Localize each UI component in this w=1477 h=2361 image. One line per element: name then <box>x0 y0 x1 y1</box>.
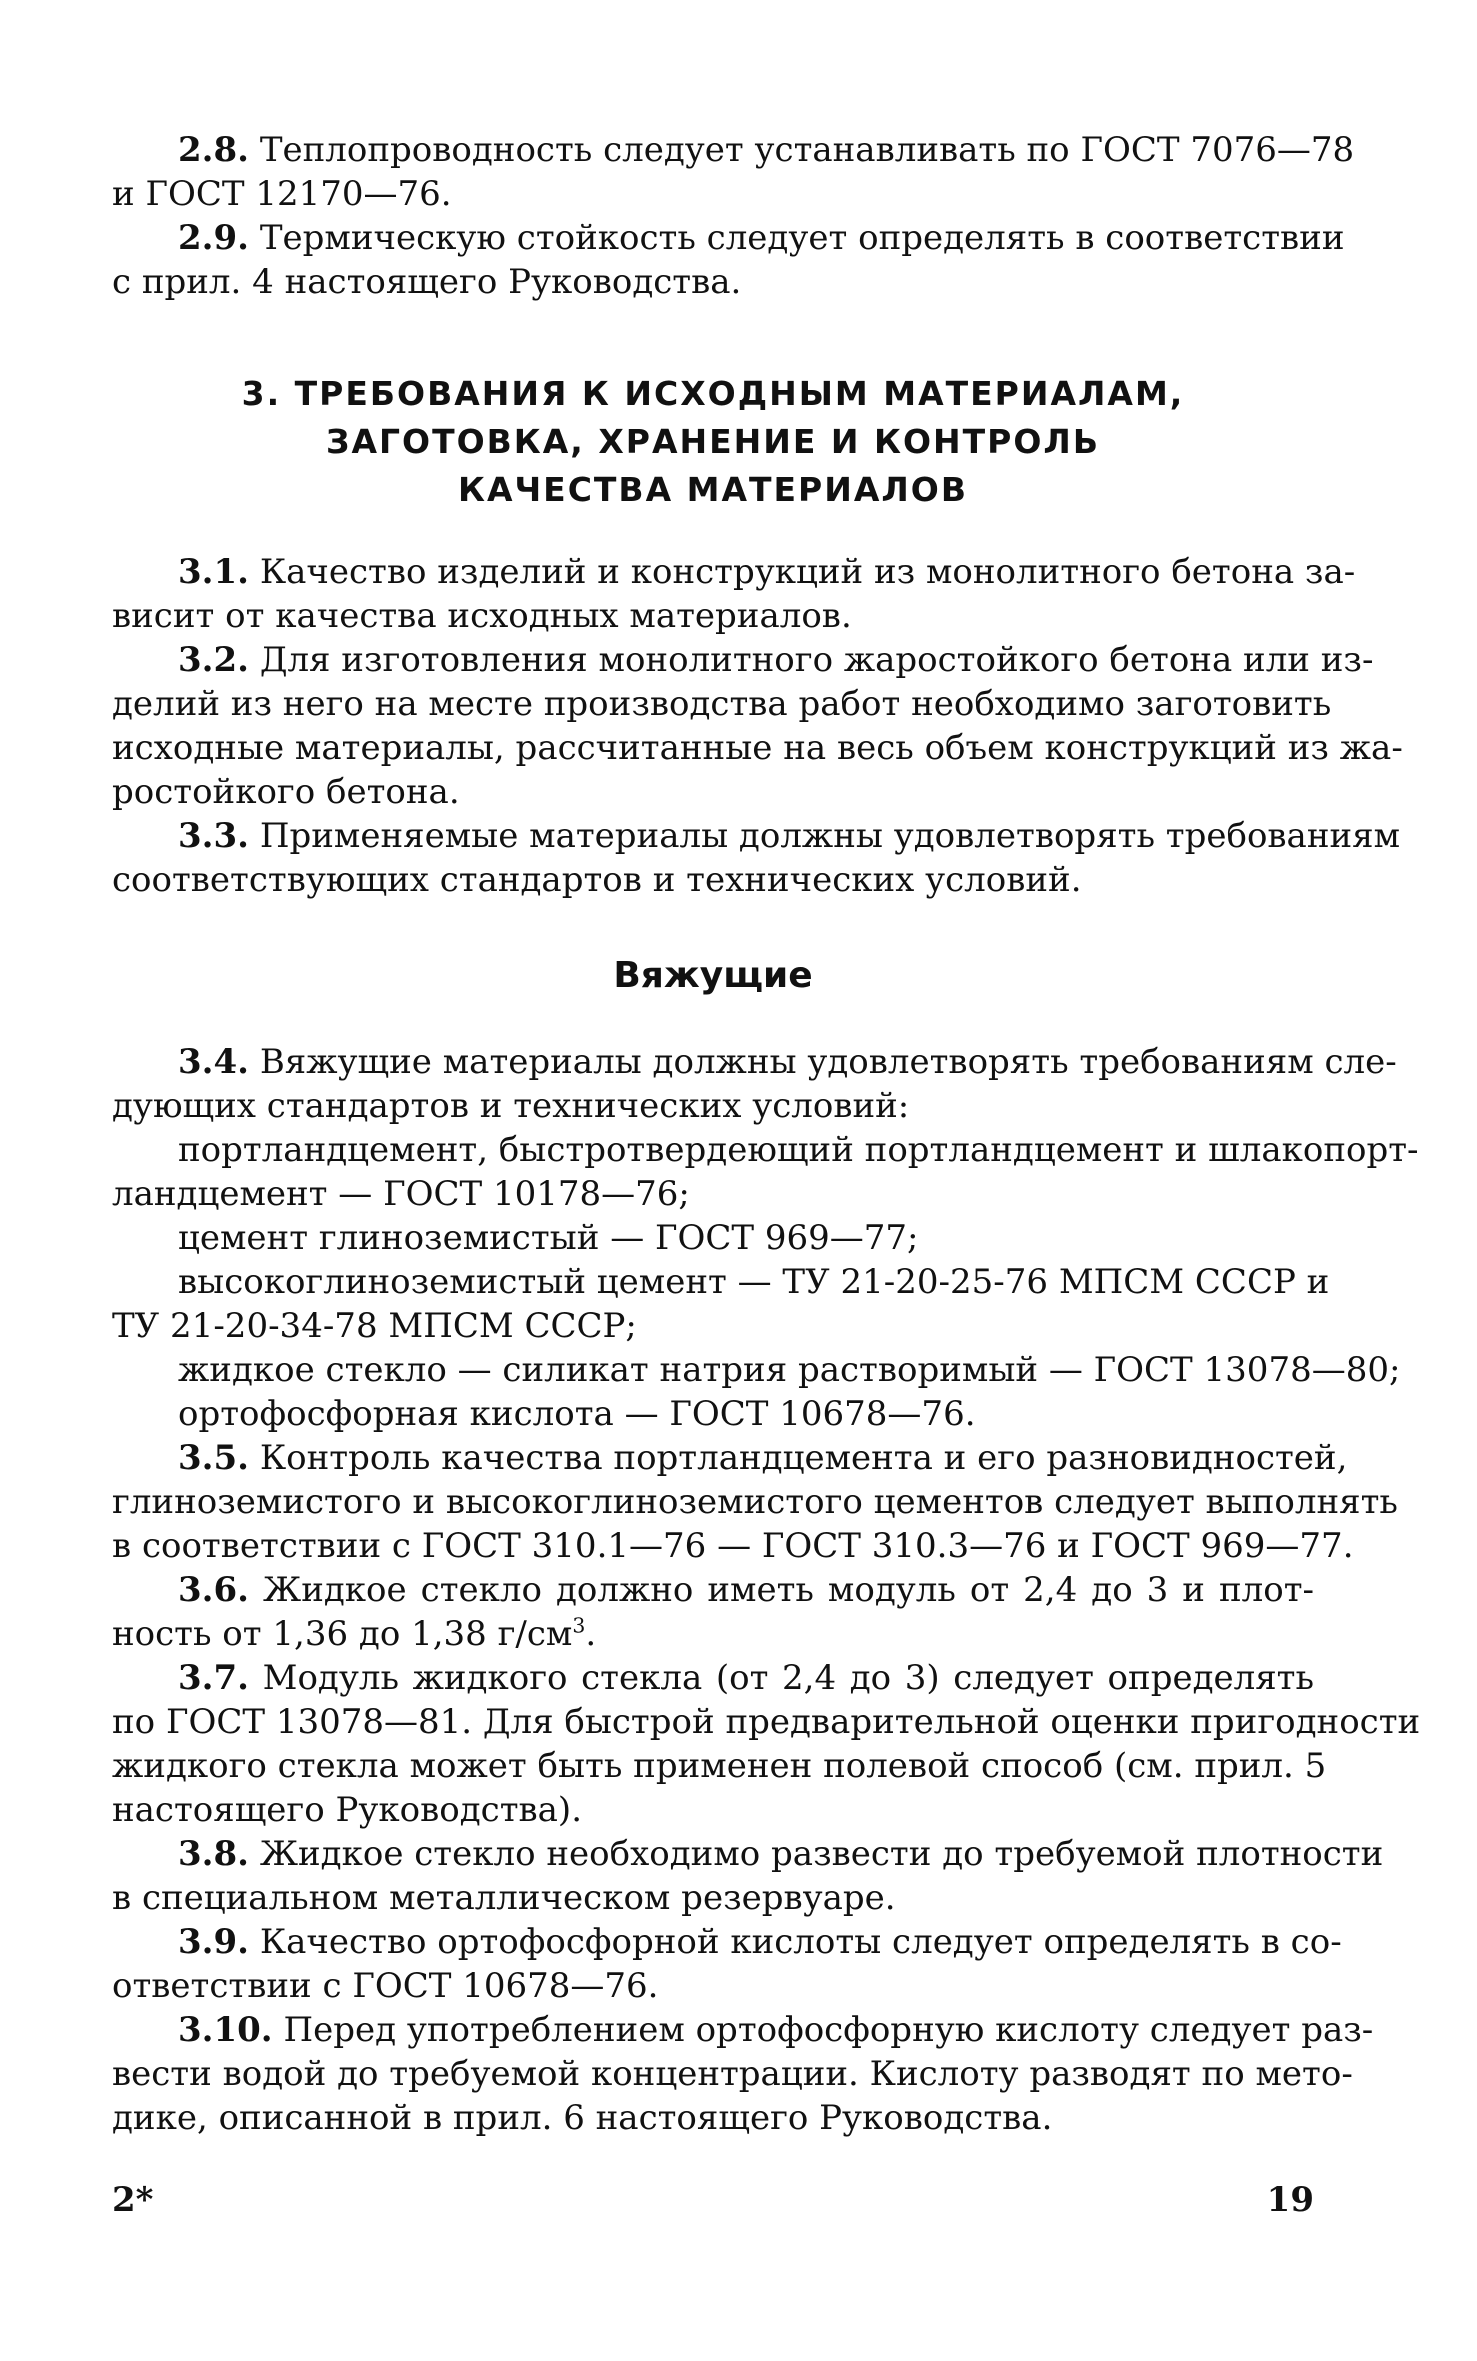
paragraph-text: Качество изделий и конструкций из монолитного бетона за- <box>259 552 1356 592</box>
paragraph-2-9-line-1 <box>178 216 1345 260</box>
paragraph-3-7-line-4: настоящего Руководства). <box>112 1790 583 1830</box>
list-item-1-line-1: портландцемент, быстротвердеющий портландцемент и шлакопорт- <box>178 1130 1419 1170</box>
paragraph-3-10-line-1 <box>178 2008 1374 2052</box>
paragraph-3-3-line-2: соответствующих стандартов и технических условий. <box>112 860 1082 900</box>
paragraph-number: 2.8. <box>178 130 249 170</box>
paragraph-text: Модуль жидкого стекла (от 2,4 до 3) следует определять <box>262 1658 1315 1698</box>
paragraph-number: 3.5. <box>178 1438 249 1478</box>
paragraph-number: 3.6. <box>178 1570 249 1610</box>
paragraph-3-4-line-1 <box>178 1040 1397 1084</box>
list-item-4: жидкое стекло — силикат натрия растворимый — ГОСТ 13078—80; <box>178 1350 1401 1390</box>
paragraph-text: Применяемые материалы должны удовлетворять требованиям <box>259 816 1401 856</box>
paragraph-text: Перед употреблением ортофосфорную кислоту следует раз- <box>283 2010 1374 2050</box>
paragraph-number: 3.7. <box>178 1658 249 1698</box>
paragraph-3-1-line-1 <box>178 550 1356 594</box>
paragraph-3-5-line-3: в соответствии с ГОСТ 310.1—76 — ГОСТ 310.3—76 и ГОСТ 969—77. <box>112 1526 1354 1566</box>
section-heading-line-1: 3. ТРЕБОВАНИЯ К ИСХОДНЫМ МАТЕРИАЛАМ, <box>241 374 1185 413</box>
list-item-5: ортофосфорная кислота — ГОСТ 10678—76. <box>178 1394 976 1434</box>
paragraph-text: Качество ортофосфорной кислоты следует определять в со- <box>259 1922 1342 1962</box>
list-item-3-line-2: ТУ 21-20-34-78 МПСМ СССР; <box>112 1306 637 1346</box>
list-item-2: цемент глиноземистый — ГОСТ 969—77; <box>178 1218 919 1258</box>
paragraph-number: 3.4. <box>178 1042 249 1082</box>
paragraph-text: Контроль качества портландцемента и его разновидностей, <box>259 1438 1348 1478</box>
paragraph-3-7-line-1 <box>178 1656 1314 1700</box>
paragraph-3-2-line-1 <box>178 638 1374 682</box>
page-number: 19 <box>1266 2180 1314 2220</box>
paragraph-3-3-line-1 <box>178 814 1401 858</box>
paragraph-3-5-line-2: глиноземистого и высокоглиноземистого цементов следует выполнять <box>112 1482 1398 1522</box>
paragraph-number: 3.10. <box>178 2010 273 2050</box>
paragraph-text: Жидкое стекло необходимо развести до требуемой плотности <box>259 1834 1384 1874</box>
paragraph-3-9-line-2: ответствии с ГОСТ 10678—76. <box>112 1966 659 2006</box>
paragraph-3-2-line-4: ростойкого бетона. <box>112 772 460 812</box>
paragraph-text: ность от 1,36 до 1,38 г/см <box>112 1614 573 1654</box>
paragraph-3-4-line-2: дующих стандартов и технических условий: <box>112 1086 910 1126</box>
paragraph-text: Термическую стойкость следует определять в соответствии <box>259 218 1345 258</box>
paragraph-number: 3.3. <box>178 816 249 856</box>
paragraph-2-8-line-1 <box>178 128 1355 172</box>
paragraph-number: 3.9. <box>178 1922 249 1962</box>
paragraph-3-7-line-3: жидкого стекла может быть применен полевой способ (см. прил. 5 <box>112 1746 1327 1786</box>
section-heading-line-3: КАЧЕСТВА МАТЕРИАЛОВ <box>457 470 969 509</box>
subsection-heading: Вяжущие <box>613 955 813 996</box>
paragraph-3-6-line-2 <box>112 1612 596 1656</box>
superscript: 3 <box>572 1613 586 1638</box>
paragraph-3-5-line-1 <box>178 1436 1348 1480</box>
paragraph-3-10-line-3: дике, описанной в прил. 6 настоящего Руководства. <box>112 2098 1053 2138</box>
paragraph-text: Вяжущие материалы должны удовлетворять требованиям сле- <box>259 1042 1397 1082</box>
paragraph-3-2-line-2: делий из него на месте производства работ необходимо заготовить <box>112 684 1332 724</box>
paragraph-number: 2.9. <box>178 218 249 258</box>
paragraph-3-8-line-2: в специальном металлическом резервуаре. <box>112 1878 896 1918</box>
paragraph-text: Теплопроводность следует устанавливать по ГОСТ 7076—78 <box>259 130 1355 170</box>
paragraph-3-7-line-2: по ГОСТ 13078—81. Для быстрой предварительной оценки пригодности <box>112 1702 1421 1742</box>
paragraph-3-10-line-2: вести водой до требуемой концентрации. Кислоту разводят по мето- <box>112 2054 1353 2094</box>
paragraph-text-end: . <box>585 1614 597 1654</box>
paragraph-2-8-line-2: и ГОСТ 12170—76. <box>112 174 452 214</box>
paragraph-text: Жидкое стекло должно иметь модуль от 2,4 до 3 и плот- <box>263 1570 1314 1610</box>
list-item-3-line-1: высокоглиноземистый цемент — ТУ 21-20-25-76 МПСМ СССР и <box>178 1262 1330 1302</box>
signature-mark: 2* <box>112 2180 154 2220</box>
paragraph-number: 3.2. <box>178 640 249 680</box>
paragraph-3-2-line-3: исходные материалы, рассчитанные на весь объем конструкций из жа- <box>112 728 1403 768</box>
paragraph-2-9-line-2: с прил. 4 настоящего Руководства. <box>112 262 742 302</box>
paragraph-3-6-line-1 <box>178 1568 1314 1612</box>
paragraph-number: 3.8. <box>178 1834 249 1874</box>
paragraph-3-1-line-2: висит от качества исходных материалов. <box>112 596 852 636</box>
paragraph-text: Для изготовления монолитного жаростойкого бетона или из- <box>259 640 1374 680</box>
paragraph-3-8-line-1 <box>178 1832 1384 1876</box>
paragraph-number: 3.1. <box>178 552 249 592</box>
section-heading-line-2: ЗАГОТОВКА, ХРАНЕНИЕ И КОНТРОЛЬ <box>326 422 1100 461</box>
paragraph-3-9-line-1 <box>178 1920 1342 1964</box>
list-item-1-line-2: ландцемент — ГОСТ 10178—76; <box>112 1174 690 1214</box>
